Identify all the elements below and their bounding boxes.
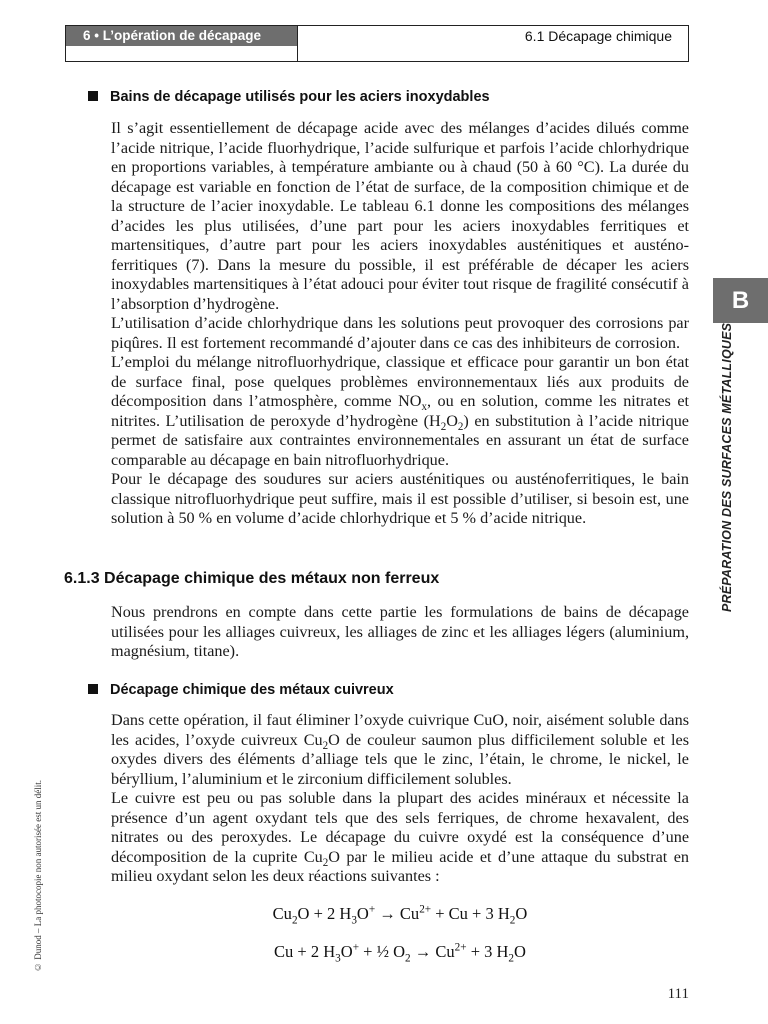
paragraph: Dans cette opération, il faut éliminer l’oxyde cuivrique CuO, noir, aisément soluble dans les acides, l’oxyde cuivreux $Cu_2O$ de couleur saumon plus difficilement soluble et les oxydes divers des éléments d’alliage tels que le zinc, l’étain, le chrome, le nickel, le béryllium, l’aluminium et le zirconium difficilement solubles. xyxy=(111,711,689,788)
paragraph: Pour le décapage des soudures sur aciers austénitiques ou austénoferritiques, le bain classique nitrofluorhydrique peut suffire, mais il est possible d’utiliser, si besoin est, une solution à 50 % en volume d’acide chlorhydrique et 5 % d’acide nitrique. xyxy=(111,470,689,527)
heading-inox-text: Bains de décapage utilisés pour les aciers inoxydables xyxy=(110,89,490,105)
bullet-square-icon xyxy=(88,684,98,694)
inox-body xyxy=(111,119,689,529)
header-divider xyxy=(297,26,298,61)
bullet-square-icon xyxy=(88,91,98,101)
cuivreux-body xyxy=(111,711,689,887)
running-header xyxy=(65,25,689,62)
part-title: PRÉPARATION DES SURFACES MÉTALLIQUES xyxy=(720,322,734,612)
heading-inox xyxy=(88,89,490,105)
chapter-label: 6 • L’opération de décapage xyxy=(66,26,297,46)
paragraph: Il s’agit essentiellement de décapage acide avec des mélanges d’acides dilués comme l’acide nitrique, l’acide fluorhydrique, l’acide sulfurique et parfois l’acide chlorhydrique en proportions variables, à température ambiante ou à chaud (50 à 60 °C). La durée du décapage est variable en fonction de l’état de surface, de la composition chimique et de la structure de l’acier inoxydable. Le tableau 6.1 donne les compositions des mélanges d’acides les plus utilisées, d’une part pour les aciers inoxydables ferritiques et martensitiques, d’autre part pour les aciers inoxydables austénitiques et austéno-ferritiques (7). Dans la mesure du possible, il est préférable de décaper les aciers inoxydables martensitiques à l’état adouci pour éviter tout risque de fragilité consécutif à l’absorption d’hydrogène. xyxy=(111,119,689,313)
section-heading-613: 6.1.3 Décapage chimique des métaux non ferreux xyxy=(64,570,440,587)
heading-cuivreux xyxy=(88,682,394,698)
part-tab: B xyxy=(713,278,768,323)
heading-cuivreux-text: Décapage chimique des métaux cuivreux xyxy=(110,682,394,698)
section-label: 6.1 Décapage chimique xyxy=(524,28,672,44)
nonferrous-body xyxy=(111,603,689,662)
paragraph: Le cuivre est peu ou pas soluble dans la plupart des acides minéraux et nécessite la présence d’un agent oxydant tels que des sels ferriques, de chrome hexavalent, des nitrates ou des peroxydes. Le décapage du cuivre oxydé est la conséquence d’une décomposition de la cuprite $Cu_2O$ par le milieu acide et d’une attaque du substrat en milieu oxydant selon les deux réactions suivantes : xyxy=(111,789,689,885)
paragraph: L’emploi du mélange nitrofluorhydrique, classique et efficace pour garantir un bon état de surface final, pose quelques problèmes environnementaux liés aux produits de décomposition dans l’atmosphère, comme $NO_x$, ou en solution, comme les nitrates et nitrites. L’utilisation de peroxyde d’hydrogène $(H_2O_2)$ en substitution à l’acide nitrique permet de satisfaire aux contraintes environnementales en assurant un état de surface comparable au décapage en bain nitrofluorhydrique. xyxy=(111,353,690,469)
equation-1: $Cu_2O + 2$ $H_3O^+ \to Cu^{2+} + Cu + 3$ $H_2O$ xyxy=(272,903,528,927)
equation-2: Cu + 2 $H_3O^+$ + ½ $O_2 \to Cu^{2+} + 3$ $H_2O$ xyxy=(274,941,526,965)
paragraph: Nous prendrons en compte dans cette partie les formulations de bains de décapage utilisées pour les alliages cuivreux, les alliages de zinc et les alliages légers (aluminium, magnésium, titane). xyxy=(111,603,689,660)
page-number: 111 xyxy=(667,986,689,1002)
copyright-notice: © Dunod – La photocopie non autorisée est un délit. xyxy=(33,780,43,972)
paragraph: L’utilisation d’acide chlorhydrique dans les solutions peut provoquer des corrosions par piqûres. Il est fortement recommandé d’ajouter dans ce cas des inhibiteurs de corrosion. xyxy=(111,314,689,352)
